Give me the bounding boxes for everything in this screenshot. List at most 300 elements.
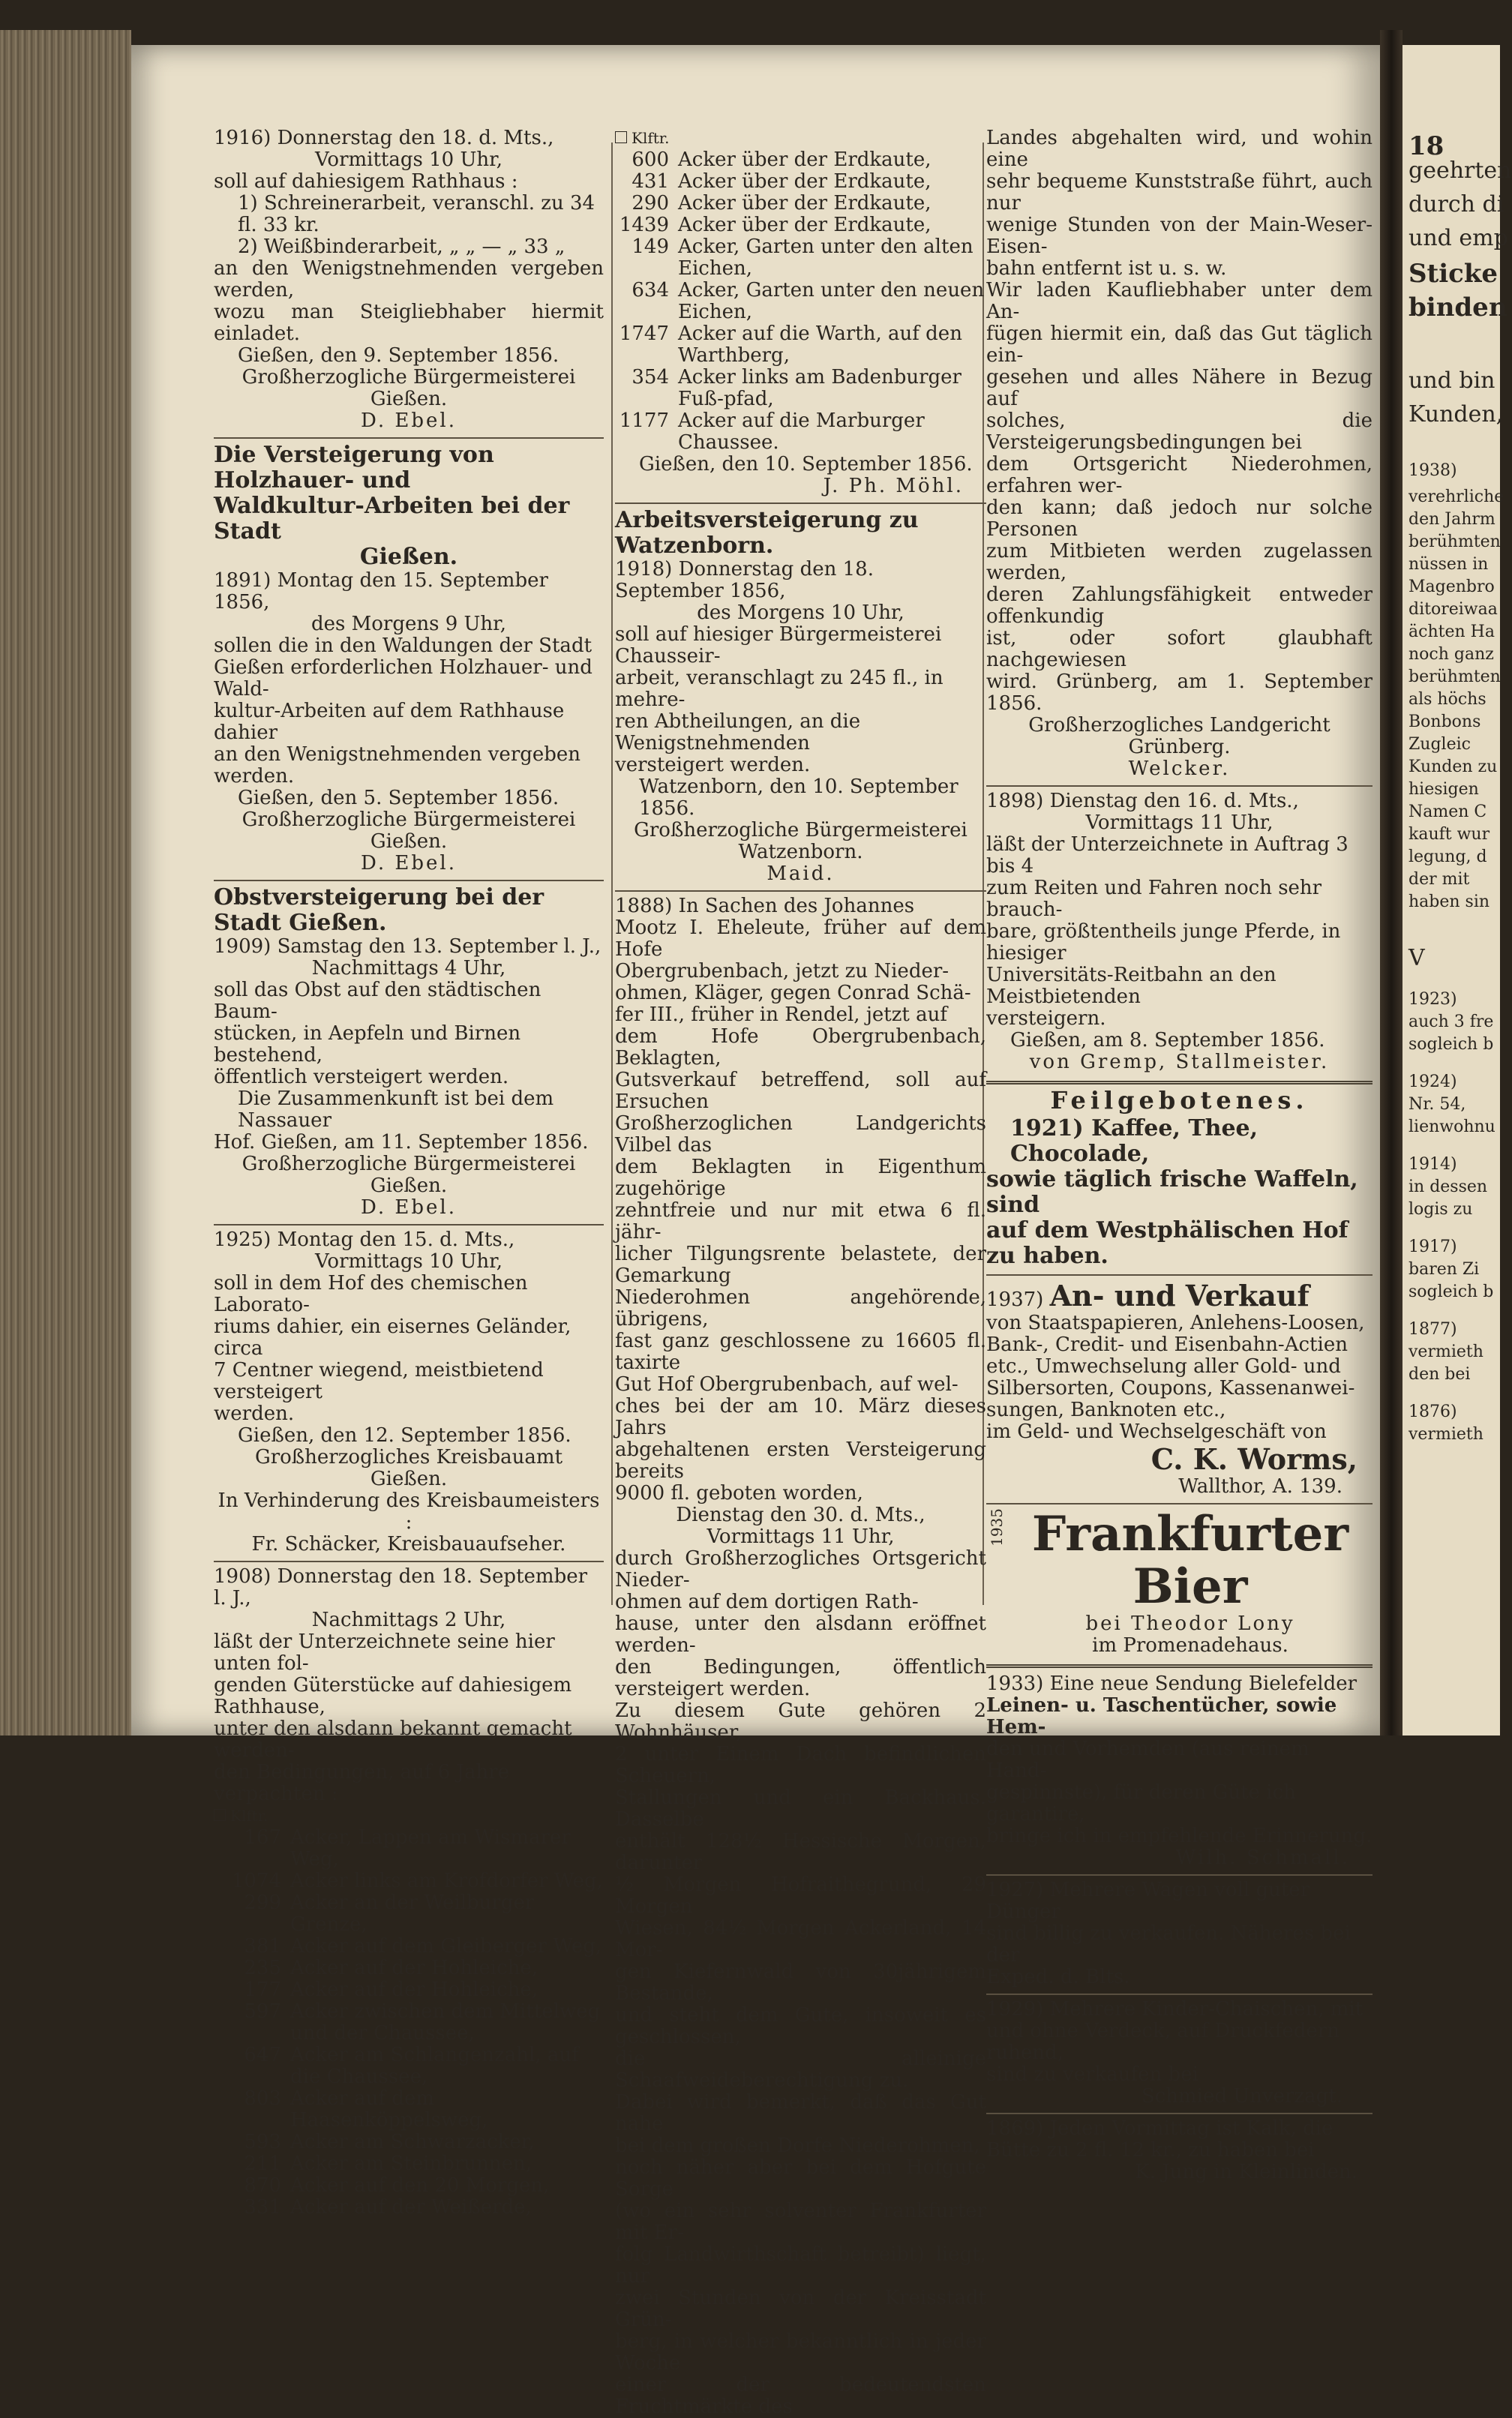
notice-line: werden. <box>214 1402 295 1425</box>
notice-line: soll in dem Hof des chemischen Laborato- <box>214 1272 528 1316</box>
next-page-line: 1876) <box>1408 1402 1457 1421</box>
notice-line: läßt der Unterzeichnete in Auftrag 3 bis 4 <box>986 833 1348 878</box>
ad-line: zu haben. <box>986 1243 1108 1269</box>
newspaper-page <box>131 45 1380 2418</box>
notice-line: Großherzoglichen Landgerichts Vilbel das <box>615 1112 986 1156</box>
parcel-description: Acker links am Badenburger Fuß-pfad, <box>678 366 962 410</box>
notice-line: 1) Schreinerarbeit, veranschl. zu 34 fl. 33 kr. <box>238 192 596 236</box>
next-page-line: baren Zi <box>1408 1260 1480 1279</box>
next-page-line: binden <box>1408 292 1508 322</box>
ad-signature: Wilh. Schmall. <box>1175 1846 1350 1869</box>
ad-line: im Geld- und Wechselgeschäft von <box>986 1420 1327 1443</box>
parcel-row <box>214 1892 604 1936</box>
column-2 <box>615 128 986 2418</box>
notice-line: gesehen und alles Nähere in Bezug auf <box>986 366 1372 410</box>
notice-line: Großherzogliche Bürgermeisterei Gießen. <box>242 1153 576 1197</box>
next-page-line: verehrliche <box>1408 488 1504 506</box>
parcel-description: Acker über der Erdkaute, <box>678 148 932 171</box>
notice-line: 1898) Dienstag den 16. d. Mts., <box>986 790 1299 812</box>
notice-line: Gießen, den 10. September 1856. <box>639 453 973 476</box>
parcel-description: Acker auf dem Gleiberger Weg, <box>290 1935 602 1958</box>
parcel-size: 235 <box>244 1957 281 1979</box>
notice-line: Zu diesem Gute gehören 2 Wohnhäuser, <box>615 1700 986 1744</box>
notice-title: Waldkultur-Arbeiten bei der Stadt <box>214 493 570 544</box>
notice-line: unter den alsdann bekannt gemacht werden- <box>214 1718 572 1762</box>
ad-line: etc., Umwechselung aller Gold- und <box>986 1355 1341 1378</box>
next-page-line: lienwohnu <box>1408 1118 1496 1136</box>
notice-line: genden Güterstücke auf dahiesigem Rathhause, <box>214 1674 572 1718</box>
ad-line: von Staatspapieren, Anlehens-Loosen, <box>986 1312 1365 1334</box>
notice-line: an den Wenigstnehmenden vergeben werden, <box>214 257 604 302</box>
column-rule <box>611 142 613 1605</box>
next-page-line: durch di <box>1408 191 1504 218</box>
ad-line: sind billig zu verkaufen. Näheres bei der <box>986 1922 1351 1966</box>
next-page-line: ditoreiwaa <box>1408 600 1498 619</box>
parcel-row <box>214 2088 604 2132</box>
next-page-line: Nr. 54, <box>1408 1095 1466 1114</box>
next-page-line: vermieth <box>1408 1342 1484 1361</box>
notice-line: wird. Grünberg, am 1. September 1856. <box>986 670 1372 715</box>
parcel-size: 600 <box>632 148 669 171</box>
next-page-line: legung, d <box>1408 848 1487 866</box>
notice-line: zwei Stunden von der Kreisstadt Grün- <box>615 2287 986 2331</box>
notice-line: fer III., früher in Rendel, jetzt auf <box>615 1004 948 1026</box>
parcel-row <box>615 214 986 236</box>
parcel-list <box>615 149 986 454</box>
notice-line: kultur-Arbeiten auf dem Rathhause dahier <box>214 700 565 744</box>
divider <box>986 2113 1372 2114</box>
parcel-size: 1074 <box>231 1870 281 1892</box>
notice-1898 <box>986 790 1372 1073</box>
divider <box>986 785 1372 787</box>
ad-line: 1921) Kaffee, Thee, Chocolade, <box>1010 1115 1258 1167</box>
notice-line: zehntfreie und nur mit etwa 6 fl. jähr- <box>615 1199 986 1244</box>
next-page-line: logis zu <box>1408 1200 1473 1219</box>
notice-line: wozu man Steigliebhaber hiermit einladet. <box>214 301 604 345</box>
notice-line: folg Landwirthschaft betreibt) liegt, nur <box>615 2243 986 2288</box>
parcel-size: 803 <box>244 2087 281 2110</box>
divider <box>986 1503 1372 1504</box>
parcel-row <box>214 2153 604 2175</box>
next-page-line: und emp <box>1408 225 1508 251</box>
notice-line: bahn entfernt ist u. s. w. <box>986 257 1227 280</box>
parcel-description: Acker zwischen dem Mittelweg und der Chaussee, <box>290 2000 601 2044</box>
book-gutter <box>1380 30 1402 1736</box>
parcel-size: 593 <box>244 2131 281 2153</box>
divider <box>986 1994 1372 1995</box>
next-page-line: 1924) <box>1408 1072 1457 1091</box>
parcel-size: 290 <box>632 192 669 214</box>
parcel-description: Acker, Garten unter den neuen Eichen, <box>678 279 985 323</box>
notice-line: Großherzogliches Landgericht Grünberg. <box>1028 714 1330 758</box>
notice-line: Gießen, den 9. September 1856. <box>238 344 560 367</box>
next-page-line: Kunden zu <box>1408 758 1498 776</box>
notice-line: fügen hiermit ein, daß das Gut täglich ein- <box>986 322 1372 367</box>
parcel-size: 299 <box>244 1892 281 1914</box>
parcel-size: 331 <box>244 2196 281 2218</box>
section-divider <box>986 1664 1372 1668</box>
ad-line: sind zu verkaufen bei <box>986 2063 1198 2086</box>
next-page-line: 1938) <box>1408 461 1457 480</box>
next-page-line: in dessen <box>1408 1178 1488 1196</box>
column-3 <box>986 128 1372 2183</box>
next-page-line: nüssen in <box>1408 555 1489 574</box>
unit-text: Klftr. <box>230 1807 268 1825</box>
notice-line: durch Großherzogliches Ortsgericht Nieder- <box>615 1547 986 1592</box>
notice-line: arbeit, veranschlagt zu 245 fl., in mehre- <box>615 667 944 711</box>
notice-line: bei dem großen Dorfe Niederohmen, <box>615 2134 980 2157</box>
notice-signature: Fr. Schäcker, Kreisbauaufseher. <box>251 1533 566 1556</box>
notice-line: ches bei der am 10. März dieses Jahrs <box>615 1395 986 1439</box>
parcel-row <box>214 1958 604 1979</box>
notice-signature: D. Ebel. <box>360 410 458 432</box>
parcel-size: 647 <box>244 2044 281 2066</box>
notice-line: zum Reiten und Fahren noch sehr brauch- <box>986 877 1322 921</box>
notice-line: Gießen, den 12. September 1856. <box>238 1424 572 1447</box>
notice-1888 <box>615 896 986 2418</box>
parcel-row <box>615 171 986 193</box>
notice-line: versteigern. <box>986 1007 1106 1030</box>
notice-line: Die Zusammenkunft ist bei dem Nassauer <box>238 1088 554 1132</box>
next-page-line: geehrten <box>1408 158 1512 184</box>
parcel-description: Acker an der Weilburger Grenze, <box>290 1892 535 1936</box>
next-page-line: als höchs <box>1408 690 1486 709</box>
ad-1927 <box>986 1880 1372 1988</box>
section-heading: Feilgebotenes. <box>1050 1086 1309 1114</box>
notice-line: 1891) Montag den 15. September 1856, <box>214 569 548 614</box>
notice-line: an den Wenigstnehmenden vergeben werden. <box>214 743 581 788</box>
notice-line: einer der bedeutendsten Fruchtmärkte des <box>615 2374 986 2418</box>
notice-line: Gutsverkauf betreffend, soll auf Ersuchen <box>615 1069 986 1113</box>
column-1 <box>214 128 604 2218</box>
parcel-description: Acker auf der Hohleiche, <box>290 1978 538 2001</box>
divider <box>986 1274 1372 1276</box>
notice-line: Vormittags 10 Uhr, <box>315 148 502 171</box>
unit-label <box>214 1805 604 1827</box>
ad-line: Exped. d. Blts. <box>986 1966 1130 1988</box>
notice-line: zum Mitbieten werden zugelassen werden, <box>986 540 1372 584</box>
notice-1916 <box>214 128 604 432</box>
next-page-line: den Jahrm <box>1408 510 1496 529</box>
notice-line: solches, die Versteigerungsbedingungen bei <box>986 410 1372 454</box>
notice-line: Dabei wird bemerkt, daß das Gut nahe <box>615 2091 986 2135</box>
notice-line: Gießen erforderlichen Holzhauer- und Wald- <box>214 656 592 700</box>
notice-line: 1925) Montag den 15. d. Mts., <box>214 1228 515 1251</box>
parcel-row <box>615 410 986 454</box>
notice-line: Stallungen und ein Backhaus. Dasselbe <box>615 1786 986 1831</box>
divider <box>615 890 986 892</box>
notice-line: Watzenborn, den 10. September 1856. <box>639 776 958 820</box>
notice-1918 <box>615 508 986 885</box>
notice-line: berg, in welcher bekanntlich in jeder Woche <box>615 2330 986 2374</box>
notice-line: Gießen, am 8. September 1856. <box>1010 1029 1325 1052</box>
parcel-row <box>214 1936 604 1958</box>
notice-line: versteigert werden. <box>615 754 811 776</box>
parcel-size: 177 <box>244 1978 281 2001</box>
notice-line: fast ganz geschlossene zu 16605 fl. taxirte <box>615 1330 986 1374</box>
book-page-edges <box>0 30 131 1736</box>
notice-line: Großherzogliche Bürgermeisterei Gießen. <box>242 808 576 853</box>
parcel-description: Acker, Lappen am Wismarer Weg, <box>290 1826 571 1870</box>
notice-line: ren Abtheilungen, an die Wenigstnehmenden <box>615 710 861 754</box>
notice-line: Dienstag den 30. d. Mts., <box>676 1504 926 1526</box>
notice-title: Obstversteigerung bei der Stadt Gießen. <box>214 884 544 936</box>
ad-line: 1929) Mehrere Kinder-Chaischen, mit <box>986 1998 1364 2020</box>
notice-line: öffentlich versteigert werden. <box>214 1066 509 1088</box>
ad-1869 <box>986 2118 1372 2183</box>
parcel-row <box>214 2044 604 2088</box>
notice-line: den Bedingungen, auf 6 Jahre verpachten : <box>214 1761 510 1805</box>
next-page-line: Namen C <box>1408 802 1487 821</box>
next-page-line: vermieth <box>1408 1425 1484 1444</box>
parcel-size: 167 <box>244 1826 281 1849</box>
notice-line: dem Hofe Obergrubenbach, Beklagten, <box>615 1025 986 1070</box>
notice-title: Arbeitsversteigerung zu Watzenborn. <box>615 507 919 559</box>
notice-line: dem Beklagten in Eigenthum zugehörige <box>615 1156 986 1200</box>
next-page-line: 1914) <box>1408 1155 1457 1174</box>
next-page-line: sogleich b <box>1408 1282 1494 1301</box>
unit-label <box>615 128 986 149</box>
notice-line: bare, größtentheils junge Pferde, in hiesiger <box>986 920 1341 964</box>
notice-line: und steht dem Gute, insoweit es geschlossen, <box>615 2004 986 2048</box>
notice-line: Nachmittags 4 Uhr, <box>311 957 506 980</box>
next-page-line: ächten Ha <box>1408 622 1495 641</box>
next-page-line: der mit <box>1408 870 1470 889</box>
parcel-row <box>615 236 986 280</box>
parcel-description: Acker am Schlangenzahl, auf die Chaussee, <box>290 2044 579 2088</box>
parcel-row <box>615 193 986 214</box>
next-page-line: berühmten <box>1408 532 1501 551</box>
notice-1908-continued <box>615 128 986 497</box>
notice-line: Wir laden Kaufliebhaber unter dem An- <box>986 279 1372 323</box>
notice-line: des Morgens 10 Uhr, <box>697 602 904 624</box>
parcel-row <box>214 2175 604 2197</box>
notice-line: sollen die in den Waldungen der Stadt <box>214 634 592 657</box>
ad-line: sowie täglich frische Waffeln, sind <box>986 1166 1358 1218</box>
notice-line: 2) Weißbinderarbeit, „ „ — „ 33 „ <box>238 236 566 258</box>
divider <box>214 880 604 881</box>
parcel-description: Acker über der Erdkaute, <box>678 170 932 193</box>
parcel-row <box>214 2001 604 2044</box>
ad-1937 <box>986 1280 1372 1498</box>
ad-number: 1935 <box>988 1508 1006 1546</box>
notice-line: Großherzogliche Bürgermeisterei Watzenborn. <box>634 819 968 863</box>
parcel-row <box>214 1870 604 1892</box>
notice-line: Hof. Gießen, am 11. September 1856. <box>214 1131 589 1154</box>
next-page-line: 18 <box>1408 131 1444 161</box>
notice-line: stücken, in Aepfeln und Birnen bestehend, <box>214 1022 521 1066</box>
notice-line: sehr bequeme Kunststraße führt, auch nur <box>986 170 1372 214</box>
notice-line: soll das Obst auf den städtischen Baum- <box>214 979 542 1023</box>
notice-1891 <box>214 442 604 874</box>
parcel-row <box>214 1827 604 1870</box>
ad-line: und ohne Verdeck, auf Druckfedern ruhend, <box>986 2020 1340 2064</box>
ad-signature: K. Jung in Kleinlinden. <box>1135 2161 1358 2183</box>
notice-line: ½ Morgen Hofraithegrund, 29 Morgen <box>615 1874 986 1918</box>
ad-line: 1869) Jeden Vormittag ist Kalk, die <box>986 2117 1334 2140</box>
notice-line: 1888) In Sachen des Johannes <box>615 895 915 917</box>
parcel-description: Acker über der Erdkaute, <box>678 192 932 214</box>
parcel-size: 1439 <box>619 214 669 236</box>
ad-line: sungen, Banknoten etc., <box>986 1399 1226 1421</box>
parcel-size: 149 <box>632 236 669 258</box>
notice-line: dem Ortsgericht Niederohmen, erfahren wer- <box>986 453 1372 497</box>
next-page-line: Kunden, <box>1408 401 1504 428</box>
notice-line: den kann; daß jedoch nur solche Personen <box>986 496 1372 541</box>
notice-line: 9000 fl. geboten worden, <box>615 1482 863 1504</box>
notice-line: Wiesen, 84½ Morgen Ackerland, 14 Mor- <box>615 1917 986 1961</box>
parcel-description: Acker auf die Warth, auf den Warthberg, <box>678 322 962 367</box>
unit-text: Klftr. <box>632 129 670 147</box>
next-page-line: 1917) <box>1408 1238 1457 1256</box>
parcel-description: Acker auf die Marburger Chaussee. <box>678 410 925 454</box>
next-page-line: auch 3 fre <box>1408 1012 1494 1031</box>
parcel-size: 634 <box>632 279 669 302</box>
notice-line: Großherzogliches Kreisbauamt Gießen. <box>254 1446 563 1490</box>
notice-line: Vormittags 11 Uhr, <box>1085 812 1274 834</box>
notice-line: Gießen, den 5. September 1856. <box>238 787 560 809</box>
notice-body <box>986 128 1372 715</box>
next-page-line: V <box>1408 945 1425 971</box>
notice-1925 <box>214 1229 604 1556</box>
parcel-description: Acker links am Krofdorfer Weg, <box>290 1870 603 1892</box>
square-icon <box>214 1809 226 1821</box>
notice-line: Vormittags 10 Uhr, <box>315 1250 502 1273</box>
parcel-row <box>214 2197 604 2218</box>
notice-line: Vormittags 11 Uhr, <box>706 1526 895 1548</box>
notice-line: 2 unter Einem Dach befindlichen Scheuern, <box>615 1743 986 1787</box>
notice-line: soll auf dahiesigem Rathhaus : <box>214 170 518 193</box>
divider <box>214 1224 604 1226</box>
notice-line: Landes abgehalten wird, und wohin eine <box>986 127 1372 171</box>
next-page-line: sogleich b <box>1408 1035 1494 1054</box>
notice-signature: Maid. <box>766 862 835 885</box>
notice-line: wenige Stunden von der Main-Weser-Eisen- <box>986 214 1372 258</box>
ad-line: den und Vorhemden (aus reinem Hand- <box>986 1738 1310 1782</box>
next-page-line: Zugleic <box>1408 735 1471 754</box>
next-page-line: kauft wur <box>1408 825 1490 844</box>
ad-line: Bank-, Credit- und Eisenbahn-Actien <box>986 1334 1348 1356</box>
parcel-row <box>214 1979 604 2001</box>
notice-signature: Welcker. <box>1128 758 1231 780</box>
next-page-line: hiesigen <box>1408 780 1479 799</box>
notice-line: die alleinige Schaafweideberechtigung zu. <box>615 2048 986 2092</box>
parcel-list <box>214 1827 604 2218</box>
next-page-line: den bei <box>1408 1365 1471 1384</box>
notice-line: 1918) Donnerstag den 18. September 1856, <box>615 558 874 602</box>
parcel-row <box>214 2132 604 2153</box>
next-page-line: noch ganz <box>1408 645 1494 664</box>
ad-number: 1937) <box>986 1288 1044 1311</box>
parcel-description: Acker auf der Hohleiche, <box>290 1957 538 1979</box>
next-page-line: 1877) <box>1408 1320 1457 1339</box>
section-divider <box>986 1081 1372 1084</box>
ad-line: auf dem Westphälischen Hof <box>986 1217 1348 1244</box>
ad-line: Leinen- u. Taschentücher, sowie Hem- <box>986 1694 1337 1738</box>
notice-title: Gießen. <box>359 544 458 570</box>
divider <box>615 502 986 504</box>
ad-1935 <box>986 1508 1372 1657</box>
next-page-line: Magenbro <box>1408 578 1495 596</box>
notice-title: Die Versteigerung von Holzhauer- und <box>214 442 494 494</box>
notice-line: 1908) Donnerstag den 18. September l. J., <box>214 1565 588 1610</box>
parcel-size: 1747 <box>619 322 669 345</box>
parcel-description: Acker über der Erdkaute, <box>678 214 932 236</box>
parcel-size: 381 <box>244 1935 281 1958</box>
notice-line: Universitäts-Reitbahn an den Meistbietenden <box>986 964 1276 1008</box>
ad-line: 1927) Mehrere Wagen voll guter Dünger <box>986 1879 1310 1923</box>
notice-line: (wo ein sehr solventer Frankfurter mit Er- <box>615 2200 986 2244</box>
notice-body <box>615 896 986 1504</box>
next-page-line: Bonbons <box>1408 712 1481 731</box>
notice-line: Nachmittags 2 Uhr, <box>311 1609 506 1631</box>
notice-line: hause, unter den alsdann eröffnet werden- <box>615 1612 986 1657</box>
notice-1908 <box>214 1566 604 2218</box>
parcel-size: 1177 <box>619 410 669 432</box>
notice-line: ist, oder sofort glaubhaft nachgewiesen <box>986 627 1372 671</box>
parcel-size: 870 <box>244 2174 281 2197</box>
next-page-line: und bin <box>1408 368 1496 394</box>
notice-line: 7 Centner wiegend, meistbietend versteigert <box>214 1359 544 1403</box>
notice-signature: J. Ph. Möhl. <box>823 475 964 497</box>
notice-line: den Bedingungen, öffentlich versteigert werden. <box>615 1656 986 1700</box>
ad-line: Wallthor, A. 139. <box>1178 1475 1342 1498</box>
parcel-description: Acker auf den 20 Morgen, <box>290 2174 550 2197</box>
notice-signature: D. Ebel. <box>360 1196 458 1219</box>
notice-line: 1909) Samstag den 13. September l. J., <box>214 935 602 958</box>
ad-title: An- und Verkauf <box>1049 1279 1310 1312</box>
notice-line: licher Tilgungsrente belastete, der Gemarkung <box>615 1243 986 1287</box>
square-icon <box>615 131 627 143</box>
ad-signature: Schmied Unverzagt. <box>1141 2085 1342 2108</box>
parcel-row <box>615 323 986 367</box>
notice-line: deren Zahlungsfähigkeit entweder offenkundig <box>986 584 1372 628</box>
parcel-description: Acker am Steinbrunnen, <box>290 2152 532 2175</box>
next-page-line: 1923) <box>1408 990 1457 1009</box>
parcel-row <box>615 280 986 323</box>
parcel-size: 597 <box>244 2000 281 2023</box>
notice-line: ohmen, Kläger, gegen Conrad Schä- <box>615 982 971 1004</box>
notice-line: Großherzogliche Bürgermeisterei Gießen. <box>242 366 576 410</box>
notice-line: Mootz I. Eheleute, früher auf dem Hofe <box>615 916 986 961</box>
ad-line: bei Theodor Lony <box>1085 1612 1295 1635</box>
parcel-size: 431 <box>632 170 669 193</box>
divider <box>214 1561 604 1562</box>
next-page-line: haben sin <box>1408 892 1490 911</box>
notice-1909 <box>214 885 604 1219</box>
parcel-row <box>615 149 986 171</box>
notice-line: abgehaltenen ersten Versteigerung bereits <box>615 1438 986 1483</box>
notice-line: noch näher aber bei dem Hofgute Sorge <box>615 2156 986 2200</box>
ad-line: im Promenadehaus. <box>1092 1634 1288 1657</box>
next-page-line: Sticke <box>1408 259 1498 289</box>
notice-line: ohmen auf dem dortigen Rath- <box>615 1591 919 1613</box>
notice-signature: von Gremp, Stallmeister. <box>1029 1051 1330 1073</box>
ad-title: Frankfurter Bier <box>1031 1506 1349 1615</box>
notice-line: Obergrubenbach, jetzt zu Nieder- <box>615 960 950 982</box>
parcel-description: Acker auf dem Haasenköppelsweg, <box>290 2087 488 2132</box>
notice-line: soll auf hiesiger Bürgermeisterei Chausseir- <box>615 623 942 668</box>
divider <box>214 437 604 439</box>
ad-1929 <box>986 1999 1372 2108</box>
ad-line: gespinnste), für deren Güte ich garantire, <box>986 1781 1296 1826</box>
parcel-size: 354 <box>632 366 669 388</box>
notice-line: enthält 128½ Hessische Morgen, darunter <box>615 1830 986 1874</box>
ad-line: 1933) Eine neue Sendung Bielefelder <box>986 1672 1358 1695</box>
ad-1933 <box>986 1673 1372 1869</box>
notice-line: 1916) Donnerstag den 18. d. Mts., <box>214 127 554 149</box>
notice-line: In Verhinderung des Kreisbaumeisters : <box>218 1490 600 1534</box>
